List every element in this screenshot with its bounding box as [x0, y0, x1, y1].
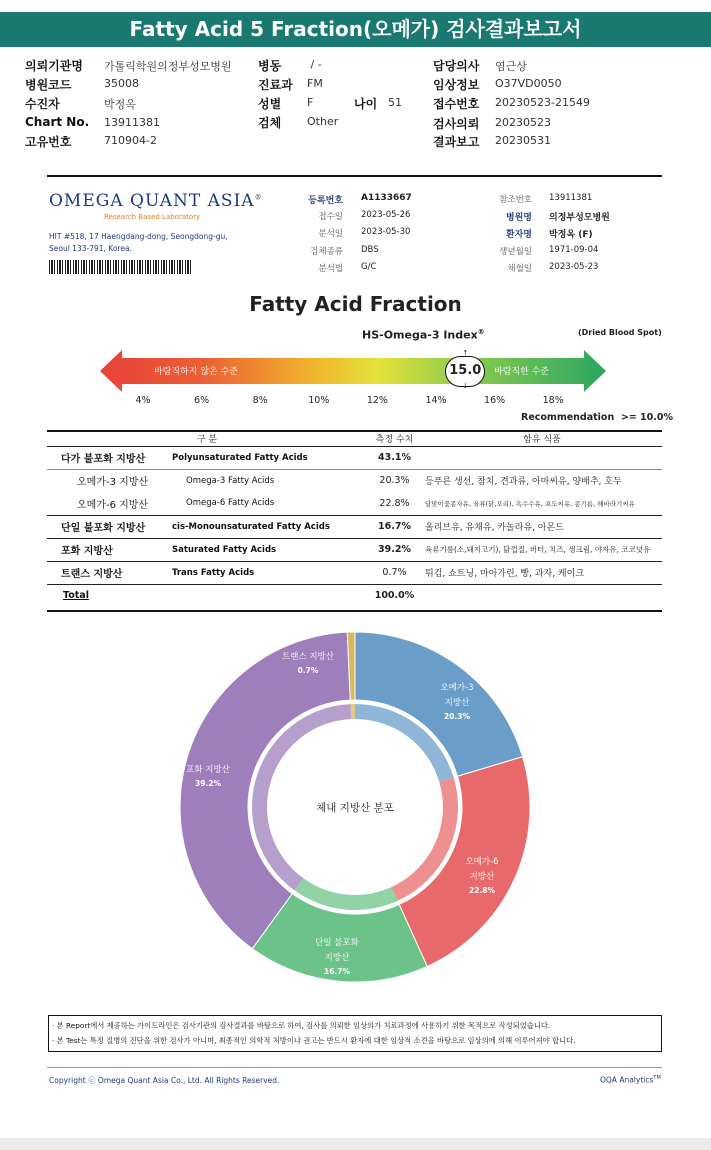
value: Other: [307, 115, 339, 128]
scale-tick-label: 6%: [194, 395, 210, 406]
down-arrow-icon: ↓: [462, 382, 469, 390]
col-header: 구 분: [196, 434, 218, 445]
col-header: 함유 식품: [523, 434, 561, 445]
footer-rule: [47, 1067, 662, 1068]
value: / -: [307, 58, 322, 71]
meta-value: 1971-09-04: [549, 245, 599, 255]
up-arrow-icon: ↑: [462, 349, 469, 357]
meta-label: 분석법: [318, 264, 343, 274]
row-value: 0.7%: [367, 561, 422, 584]
table-row: [47, 492, 662, 515]
copyright: Copyright ⓒ Omega Quant Asia Co., Ltd. All Rights Reserved.: [49, 1076, 280, 1085]
meta-value: 2023-05-26: [361, 210, 411, 220]
value: 710904-2: [104, 134, 157, 147]
meta-value: 13911381: [549, 193, 593, 203]
slice-label: 단일 불포화 지방산 16.7%: [315, 938, 359, 976]
label: 병동: [258, 59, 282, 73]
row-category: 오메가-6 지방산: [77, 499, 149, 511]
page-bottom-band: [0, 1138, 711, 1150]
scale-tick-label: 14%: [425, 395, 447, 406]
label: 검사의뢰: [433, 117, 480, 131]
value: 13911381: [104, 116, 160, 129]
row-food: 달맞이꽃종자유, 육류(닭,오리), 옥수수유, 포도씨유, 콩기름, 해바라기씨유: [425, 499, 635, 508]
row-food: 육류기름(소,돼지고기), 닭껍질, 버터, 치즈, 생크림, 야자유, 코코넛유: [422, 538, 662, 561]
meta-label: 검체종류: [310, 247, 343, 257]
sample-type: (Dried Blood Spot): [578, 328, 662, 337]
meta-value: 2023-05-23: [549, 262, 599, 272]
value: FM: [307, 77, 323, 90]
meta-label: 등록번호: [308, 196, 343, 206]
index-label: HS-Omega-3 Index®: [362, 328, 485, 342]
value: 20230523: [495, 116, 551, 129]
value: 20230523-21549: [495, 96, 590, 109]
table-row: [47, 584, 662, 607]
row-value: 16.7%: [367, 515, 422, 538]
row-category: Total: [47, 584, 172, 607]
label: 성별: [258, 97, 282, 111]
row-english: Trans Fatty Acids: [172, 561, 367, 584]
label: Chart No.: [25, 115, 90, 129]
bad-level-label: 바람직하지 않은 수준: [154, 367, 238, 377]
scale-tick-label: 10%: [308, 395, 330, 406]
table-bottom-rule: [47, 610, 662, 612]
label: 고유번호: [25, 135, 72, 149]
value: 51: [388, 96, 402, 109]
label: 수진자: [25, 97, 60, 111]
good-level-label: 바람직한 수준: [494, 367, 550, 377]
row-food: [422, 446, 662, 469]
meta-label: 병원명: [505, 213, 532, 223]
table-row: [47, 446, 662, 469]
slice-label: 오메가-3 지방산 20.3%: [440, 683, 474, 721]
meta-label: 분석일: [318, 229, 343, 239]
row-english: [172, 584, 367, 607]
slice-label: 오메가-6 지방산 22.8%: [465, 857, 499, 895]
col-header: 측정 수치: [375, 434, 414, 445]
row-food: [422, 584, 662, 607]
scale-tick-label: 4%: [135, 395, 151, 406]
row-english: Omega-6 Fatty Acids: [186, 498, 275, 509]
row-value: 100.0%: [367, 584, 422, 607]
label: 의뢰기관명: [25, 59, 83, 73]
label: 진료과: [258, 78, 293, 92]
company-address: HIT #518, 17 Haengdang-dong, Seongdong-gu, Seoul 133-791, Korea.: [49, 232, 228, 253]
disclaimer-line: · 본 Report에서 제공하는 가이드라인은 검사기관의 검사결과를 바탕으로 하여, 검사를 의뢰한 임상의가 치료과정에 사용하기 위한 목적으로 작성되었습니다.: [52, 1021, 551, 1030]
scale-tick-label: 16%: [484, 395, 506, 406]
index-value-marker: 15.0: [445, 356, 485, 387]
fatty-acid-donut-chart: [180, 632, 530, 982]
disclaimer: [48, 1015, 662, 1052]
scale-tick-label: 8%: [252, 395, 268, 406]
row-value: 39.2%: [367, 538, 422, 561]
logo-subtitle: Research Based Laboratory: [104, 213, 201, 221]
meta-label: 접수일: [318, 212, 343, 222]
row-food: 튀김, 쇼트닝, 마아가린, 빵, 과자, 케이크: [422, 561, 662, 584]
recommendation: Recommendation >= 10.0%: [521, 412, 674, 423]
value: 20230531: [495, 134, 551, 147]
table-row: [47, 538, 662, 561]
row-english: Polyunsaturated Fatty Acids: [172, 446, 367, 469]
row-category: 포화 지방산: [47, 538, 172, 561]
divider: [47, 175, 662, 177]
value: 35008: [104, 77, 139, 90]
value: 박정옥: [104, 98, 136, 111]
row-category: 단일 불포화 지방산: [47, 515, 172, 538]
value: 염근상: [495, 60, 527, 73]
row-category: 트랜스 지방산: [47, 561, 172, 584]
scale-tick-label: 18%: [542, 395, 564, 406]
row-category: 다가 불포화 지방산: [47, 446, 172, 469]
barcode: [49, 260, 192, 274]
meta-label: 채혈일: [507, 264, 532, 274]
label: 임상정보: [433, 78, 480, 92]
row-value: 43.1%: [367, 446, 422, 469]
meta-value: 의정부성모병원: [549, 213, 610, 223]
disclaimer-line: · 본 Test는 특정 질병의 진단을 위한 검사가 아니며, 최종적인 의학적 처방이나 권고는 반드시 환자에 대한 임상적 소견을 바탕으로 임상의에 의해 이루어져야 합니다.: [52, 1036, 576, 1045]
chart-title: 체내 지방산 분포: [316, 802, 394, 814]
row-english: Saturated Fatty Acids: [172, 538, 367, 561]
section-title: Fatty Acid Fraction: [249, 292, 462, 316]
slice-label: 트랜스 지방산 0.7%: [282, 652, 334, 675]
row-value: 22.8%: [379, 497, 410, 509]
meta-value: 박정옥 (F): [549, 230, 593, 240]
value: F: [307, 96, 314, 109]
inner-ring-slice: [350, 704, 355, 719]
slice-label: 포화 지방산 39.2%: [186, 765, 230, 788]
fatty-acid-table: [47, 431, 662, 607]
table-row: [47, 561, 662, 584]
label: 결과보고: [433, 135, 480, 149]
label: 검체: [258, 116, 282, 130]
table-row: [47, 469, 662, 492]
report-title: Fatty Acid 5 Fraction(오메가) 검사결과보고서: [0, 12, 711, 47]
table-row: [47, 515, 662, 538]
oqa-analytics: OQA Analytics™: [600, 1075, 661, 1085]
scale-tick-label: 12%: [366, 395, 388, 406]
value: O37VD0050: [495, 77, 562, 90]
row-category: 오메가-3 지방산: [47, 469, 172, 492]
label: 병원코드: [25, 78, 72, 92]
meta-value: A1133667: [361, 193, 412, 203]
row-english: Omega-3 Fatty Acids: [172, 469, 367, 492]
company-logo: OMEGA QUANT ASIA®: [49, 191, 263, 211]
meta-value: G/C: [361, 262, 377, 272]
label: 접수번호: [433, 97, 480, 111]
row-food: 올리브유, 유채유, 카놀라유, 아몬드: [422, 515, 662, 538]
meta-value: 2023-05-30: [361, 227, 411, 237]
value: 가톨릭학원의정부성모병원: [104, 60, 232, 73]
label: 담당의사: [433, 59, 480, 73]
meta-value: DBS: [361, 245, 379, 255]
meta-label: 환자명: [505, 230, 532, 240]
row-value: 20.3%: [367, 469, 422, 492]
meta-label: 참조번호: [499, 195, 532, 205]
row-food: 등푸른 생선, 참치, 견과류, 아마씨유, 양배추, 호두: [422, 469, 662, 492]
meta-label: 생년월일: [499, 247, 532, 257]
label: 나이: [354, 97, 378, 111]
row-english: cis-Monounsaturated Fatty Acids: [172, 515, 367, 538]
